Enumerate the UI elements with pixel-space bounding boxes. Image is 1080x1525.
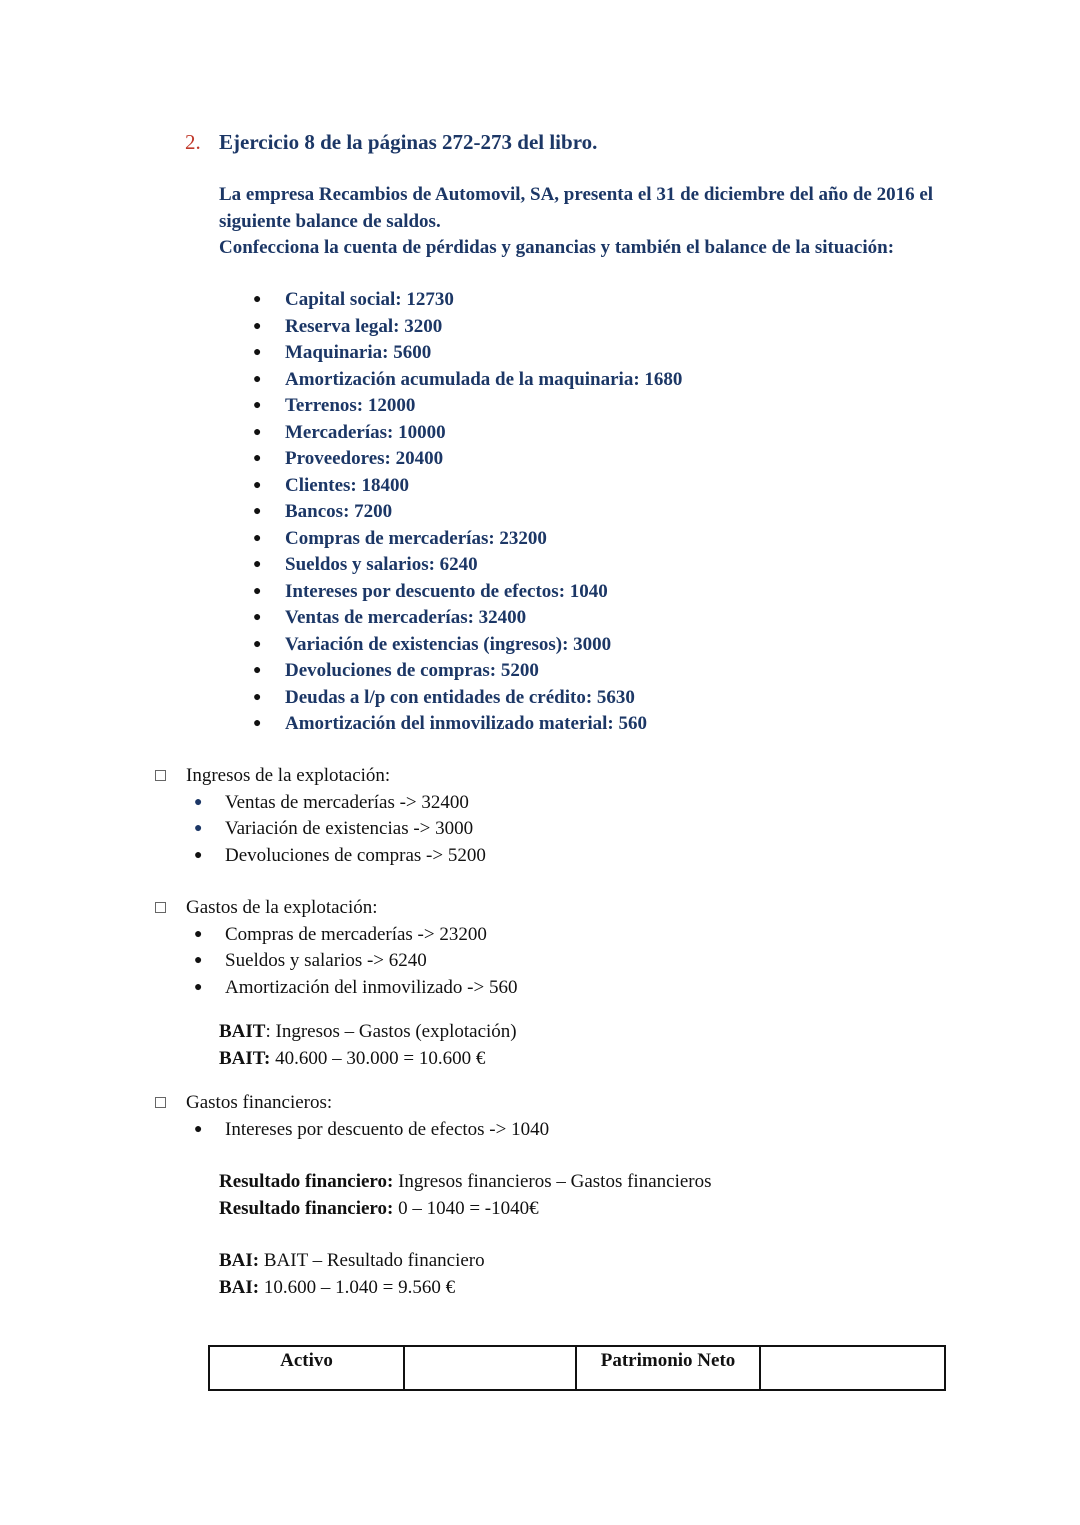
bullet-icon: ● xyxy=(253,318,262,334)
bullet-icon: ● xyxy=(194,953,203,968)
bullet-icon: ● xyxy=(194,1121,203,1137)
bullet-icon: ● xyxy=(253,477,262,493)
list-item: ● Amortización del inmovilizado material: 560 xyxy=(219,711,682,738)
list-item: ● Clientes: 18400 xyxy=(219,473,682,500)
list-item: ● Variación de existencias -> 3000 xyxy=(155,816,486,843)
list-item: ● Intereses por descuento de efectos -> 1040 xyxy=(155,1117,549,1144)
gastos-section xyxy=(155,895,517,1001)
table-header-activo: Activo xyxy=(209,1346,404,1390)
list-item: ● Intereses por descuento de efectos: 1040 xyxy=(219,579,682,606)
bait-formula: BAIT: Ingresos – Gastos (explotación) BAIT: 40.600 – 30.000 = 10.600 € xyxy=(219,1021,517,1069)
statement-line-2: Confecciona la cuenta de pérdidas y ganancias y también el balance de la situación: xyxy=(219,237,895,258)
bullet-icon: ● xyxy=(253,716,262,731)
checkbox-icon[interactable] xyxy=(155,902,166,913)
bullet-icon: ● xyxy=(194,979,203,995)
list-item: ● Capital social: 12730 xyxy=(219,287,682,314)
list-item: ● Devoluciones de compras -> 5200 xyxy=(155,843,486,870)
bullet-icon: ● xyxy=(253,663,262,678)
list-item: ● Ventas de mercaderías: 32400 xyxy=(219,605,682,632)
bullet-icon: ● xyxy=(253,345,262,360)
statement-line-1: La empresa Recambios de Automovil, SA, presenta el 31 de diciembre del año de 2016 el siguiente balance de saldos. xyxy=(219,184,934,232)
gastos-list xyxy=(155,922,517,1002)
bullet-icon: ● xyxy=(253,610,262,625)
bullet-icon: ● xyxy=(253,557,262,572)
bullet-icon: ● xyxy=(253,398,262,413)
list-item: ● Sueldos y salarios: 6240 xyxy=(219,552,682,579)
gastos-financieros-list xyxy=(155,1117,549,1144)
list-item: ● Amortización del inmovilizado -> 560 xyxy=(155,975,517,1002)
bullet-icon: ● xyxy=(194,794,203,810)
list-item: ● Devoluciones de compras: 5200 xyxy=(219,658,682,685)
list-item: ● Proveedores: 20400 xyxy=(219,446,682,473)
list-item: ● Mercaderías: 10000 xyxy=(219,420,682,447)
list-item: ● Amortización acumulada de la maquinaria: 1680 xyxy=(219,367,682,394)
gastos-financieros-heading: Gastos financieros: xyxy=(186,1092,333,1113)
resultado-financiero-formula: Resultado financiero: Ingresos financieros – Gastos financieros Resultado financiero: 0 – 1040 = -1040€ xyxy=(219,1171,712,1219)
exercise-title: Ejercicio 8 de la páginas 272-273 del libro. xyxy=(219,130,598,154)
table-cell xyxy=(760,1346,945,1390)
checkbox-icon[interactable] xyxy=(155,1097,166,1108)
list-item: ● Compras de mercaderías -> 23200 xyxy=(155,922,517,949)
list-item: ● Maquinaria: 5600 xyxy=(219,340,682,367)
table-cell xyxy=(404,1346,576,1390)
ingresos-heading: Ingresos de la explotación: xyxy=(186,765,391,786)
table-row xyxy=(209,1346,945,1390)
bullet-icon: ● xyxy=(253,451,262,466)
bullet-icon: ● xyxy=(194,847,203,863)
bai-formula: BAI: BAIT – Resultado financiero BAI: 10.600 – 1.040 = 9.560 € xyxy=(219,1250,485,1298)
list-item: ● Sueldos y salarios -> 6240 xyxy=(155,948,517,975)
ingresos-section xyxy=(155,763,486,869)
exercise-heading xyxy=(185,128,597,156)
list-item: ● Reserva legal: 3200 xyxy=(219,314,682,341)
list-item: ● Bancos: 7200 xyxy=(219,499,682,526)
checkbox-icon[interactable] xyxy=(155,770,166,781)
bullet-icon: ● xyxy=(253,583,262,599)
list-item: ● Deudas a l/p con entidades de crédito: 5630 xyxy=(219,685,682,712)
gastos-heading: Gastos de la explotación: xyxy=(186,897,378,918)
bullet-icon: ● xyxy=(253,636,262,652)
balance-table xyxy=(208,1345,946,1391)
bullet-icon: ● xyxy=(194,926,203,942)
list-item: ● Compras de mercaderías: 23200 xyxy=(219,526,682,553)
bullet-icon: ● xyxy=(253,689,262,705)
bullet-icon: ● xyxy=(253,292,262,307)
table-header-patrimonio-neto: Patrimonio Neto xyxy=(576,1346,760,1390)
ingresos-list xyxy=(155,790,486,870)
balance-list xyxy=(219,287,682,738)
gastos-financieros-section xyxy=(155,1090,549,1143)
bullet-icon: ● xyxy=(194,821,203,836)
list-item: ● Terrenos: 12000 xyxy=(219,393,682,420)
list-item: ● Variación de existencias (ingresos): 3000 xyxy=(219,632,682,659)
bullet-icon: ● xyxy=(253,504,262,519)
bullet-icon: ● xyxy=(253,530,262,546)
bullet-icon: ● xyxy=(253,371,262,387)
bullet-icon: ● xyxy=(253,424,262,440)
list-item: ● Ventas de mercaderías -> 32400 xyxy=(155,790,486,817)
exercise-number: 2. xyxy=(185,130,201,154)
exercise-statement xyxy=(219,182,939,262)
